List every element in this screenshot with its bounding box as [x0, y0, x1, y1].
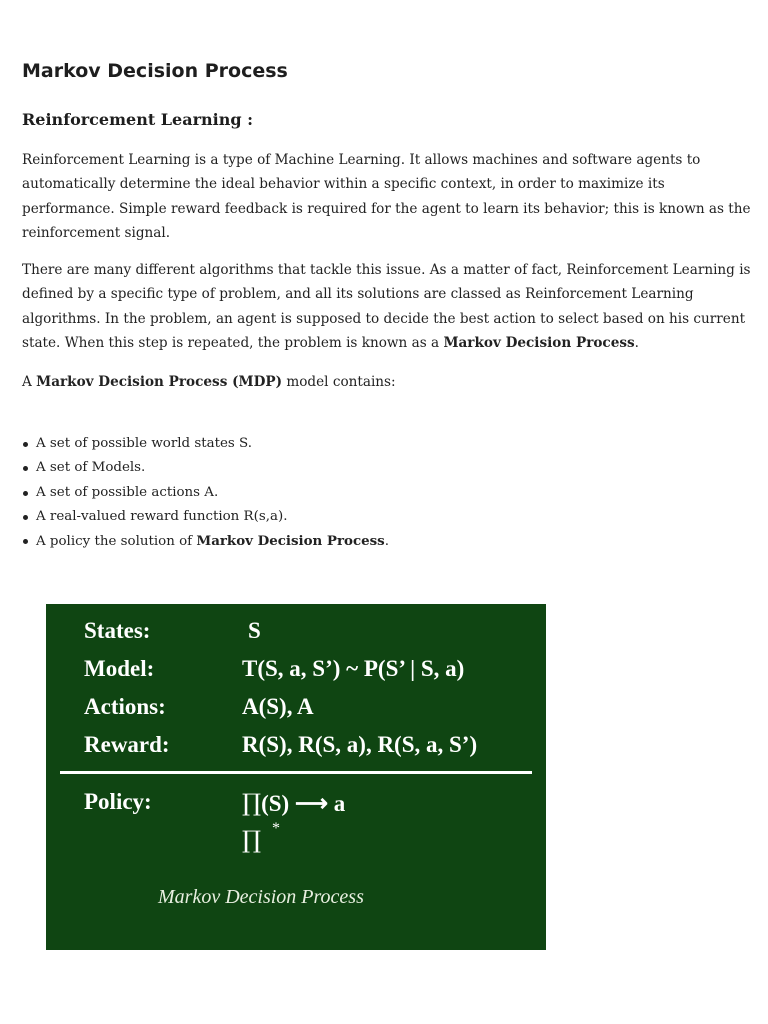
section-heading: Reinforcement Learning : — [22, 110, 254, 129]
paragraph-algorithms — [22, 258, 757, 355]
optimal-pi-symbol: ∏ — [242, 826, 262, 854]
list-item: A set of Models. — [22, 456, 389, 480]
list-item-end: . — [384, 534, 389, 550]
optimal-policy-group — [242, 820, 280, 854]
list-item: A real-valued reward function R(s,a). — [22, 505, 389, 529]
mdp-components-list — [22, 432, 389, 554]
policy-value: (S) ⟶ a — [261, 791, 346, 816]
list-item — [22, 529, 389, 554]
paragraph-algorithms-text: There are many different algorithms that tackle this issue. As a matter of fact, Reinforcement Learning is defined by a specific type of problem, and all its solutions are classed as Reinforcement Learning algorithms. In the problem, an agent is supposed to decide the best action to select based on his current state. When this step is repeated, the problem is known as a — [22, 262, 751, 351]
model-value: T(S, a, S’) ~ P(S’ | S, a) — [242, 656, 465, 681]
states-label: States: — [84, 618, 151, 643]
list-item: A set of possible actions A. — [22, 481, 389, 505]
actions-label: Actions: — [84, 694, 166, 719]
figure-divider — [60, 771, 532, 774]
optimal-star: * — [272, 820, 280, 837]
paragraph-mdp-intro-lead: A — [22, 374, 32, 390]
actions-value: A(S), A — [242, 694, 314, 719]
reward-label: Reward: — [84, 732, 170, 757]
figure-caption: Markov Decision Process — [158, 886, 364, 908]
list-item-text: A policy the solution of — [36, 534, 193, 550]
paragraph-algorithms-emphasis: Markov Decision Process — [443, 334, 635, 351]
states-value: S — [248, 618, 261, 643]
paragraph-mdp-intro-emphasis: Markov Decision Process (MDP) — [36, 374, 283, 390]
paragraph-mdp-intro-end: model contains: — [286, 374, 396, 390]
pi-symbol: ∏ — [242, 789, 262, 817]
paragraph-reinforcement-definition: Reinforcement Learning is a type of Machine Learning. It allows machines and software agents to automatically determine the ideal behavior within a specific context, in order to maximize its performance. Simple reward feedback is required for the agent to learn its behavior; this is known as the reinforcement signal. — [22, 152, 751, 241]
list-item: A set of possible world states S. — [22, 432, 389, 456]
policy-label: Policy: — [84, 789, 152, 814]
paragraph-mdp-intro — [22, 370, 757, 394]
model-label: Model: — [84, 656, 155, 681]
reward-value: R(S), R(S, a), R(S, a, S’) — [242, 732, 478, 757]
policy-value-group — [242, 789, 345, 817]
mdp-summary-figure — [46, 604, 546, 950]
list-item-emphasis: Markov Decision Process — [196, 533, 385, 550]
page-title: Markov Decision Process — [22, 60, 288, 82]
paragraph-algorithms-end: . — [634, 334, 639, 351]
